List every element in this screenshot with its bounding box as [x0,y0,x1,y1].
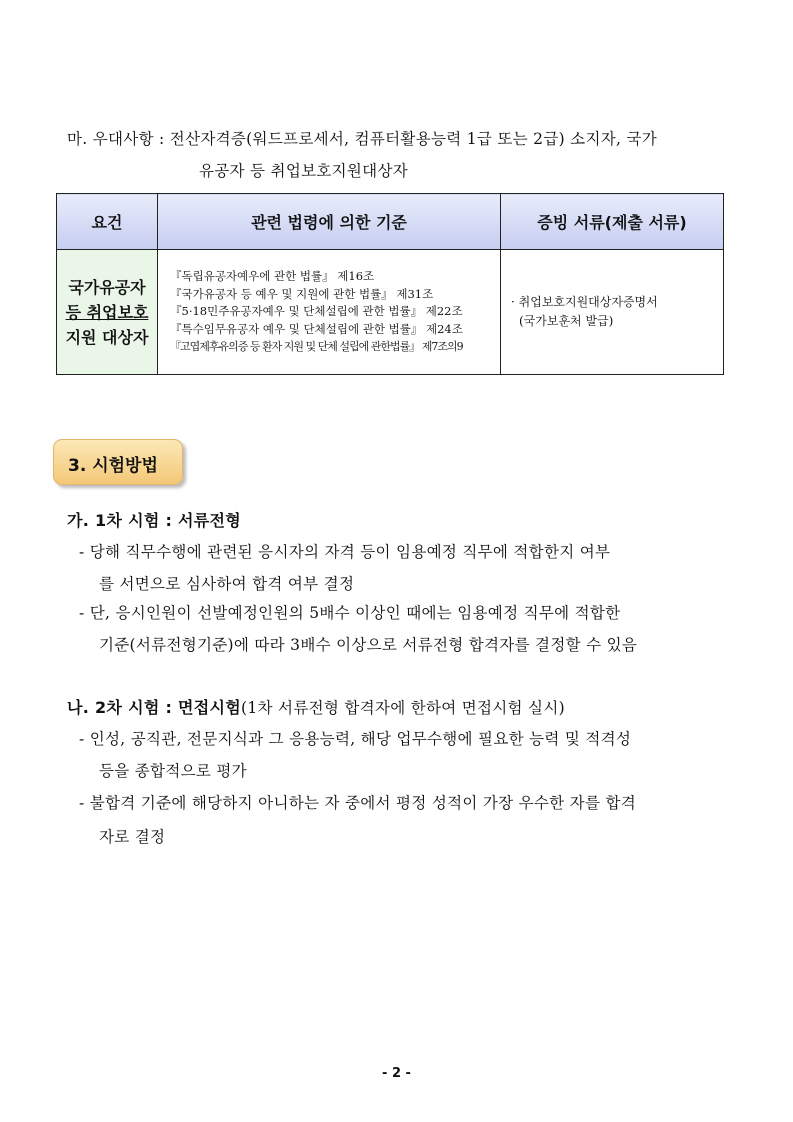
exam2-line: - 인성, 공직관, 전문지식과 그 응용능력, 해당 업무수행에 필요한 능력 및 적격성 [79,730,632,748]
header-legal-basis: 관련 법령에 의한 기준 [158,194,501,250]
laws-cell [158,250,501,375]
document-note: (국가보훈처 발급) [519,314,614,328]
exam1-line: - 단, 응시인원이 선발예정인원의 5배수 이상인 때에는 임용예정 직무에 적합한 [79,604,621,622]
table-row [57,250,724,375]
exam2-heading: 나. 2차 시험 : 면접시험 [67,698,242,717]
preference-line-2: 유공자 등 취업보호지원대상자 [199,162,409,180]
exam2-line: - 불합격 기준에 해당하지 아니하는 자 중에서 평정 성적이 가장 우수한 자를 합격 [79,794,636,812]
exam2-heading-row [67,695,565,718]
exam1-line: 를 서면으로 심사하여 합격 여부 결정 [99,575,355,593]
table-header-row [57,194,724,250]
header-requirement: 요건 [57,194,158,250]
documents-cell [501,250,724,375]
requirement-line: 국가유공자 [68,277,146,297]
law-item: 『국가유공자 등 예우 및 지원에 관한 법률』 제31조 [170,286,434,301]
requirements-table [56,193,724,375]
section-title: 3. 시험방법 [68,456,158,476]
requirement-line: 등 취업보호 [65,302,149,322]
law-item: 『독립유공자예우에 관한 법률』 제16조 [170,269,375,284]
requirement-line: 지원 대상자 [65,327,149,347]
exam1-heading: 가. 1차 시험 : 서류전형 [67,511,242,530]
exam2-heading-note: (1차 서류전형 합격자에 한하여 면접시험 실시) [241,699,565,717]
law-item: 『특수임무유공자 예우 및 단체설립에 관한 법률』 제24조 [170,321,463,336]
law-item: 『고엽제후유의증 등 환자 지원 및 단체 설립에 관한법률』 제7조의9 [170,340,463,354]
requirement-cell [57,250,158,375]
section-badge [53,439,183,485]
document-item: · 취업보호지원대상자증명서 [511,295,658,309]
exam1-line: - 당해 직무수행에 관련된 응시자의 자격 등이 임용예정 직무에 적합한지 여부 [79,543,611,561]
exam2-line: 등을 종합적으로 평가 [99,762,247,780]
preference-line-1: 마. 우대사항 : 전산자격증(워드프로세서, 컴퓨터활용능력 1급 또는 2급) 소지자, 국가 [67,130,658,148]
exam2-line: 자로 결정 [99,828,166,846]
law-item: 『5·18민주유공자예우 및 단체설립에 관한 법률』 제22조 [170,304,463,319]
page-number: - 2 - [382,1066,411,1081]
exam1-line: 기준(서류전형기준)에 따라 3배수 이상으로 서류전형 합격자를 결정할 수 있음 [99,636,638,654]
header-documents: 증빙 서류(제출 서류) [501,194,724,250]
